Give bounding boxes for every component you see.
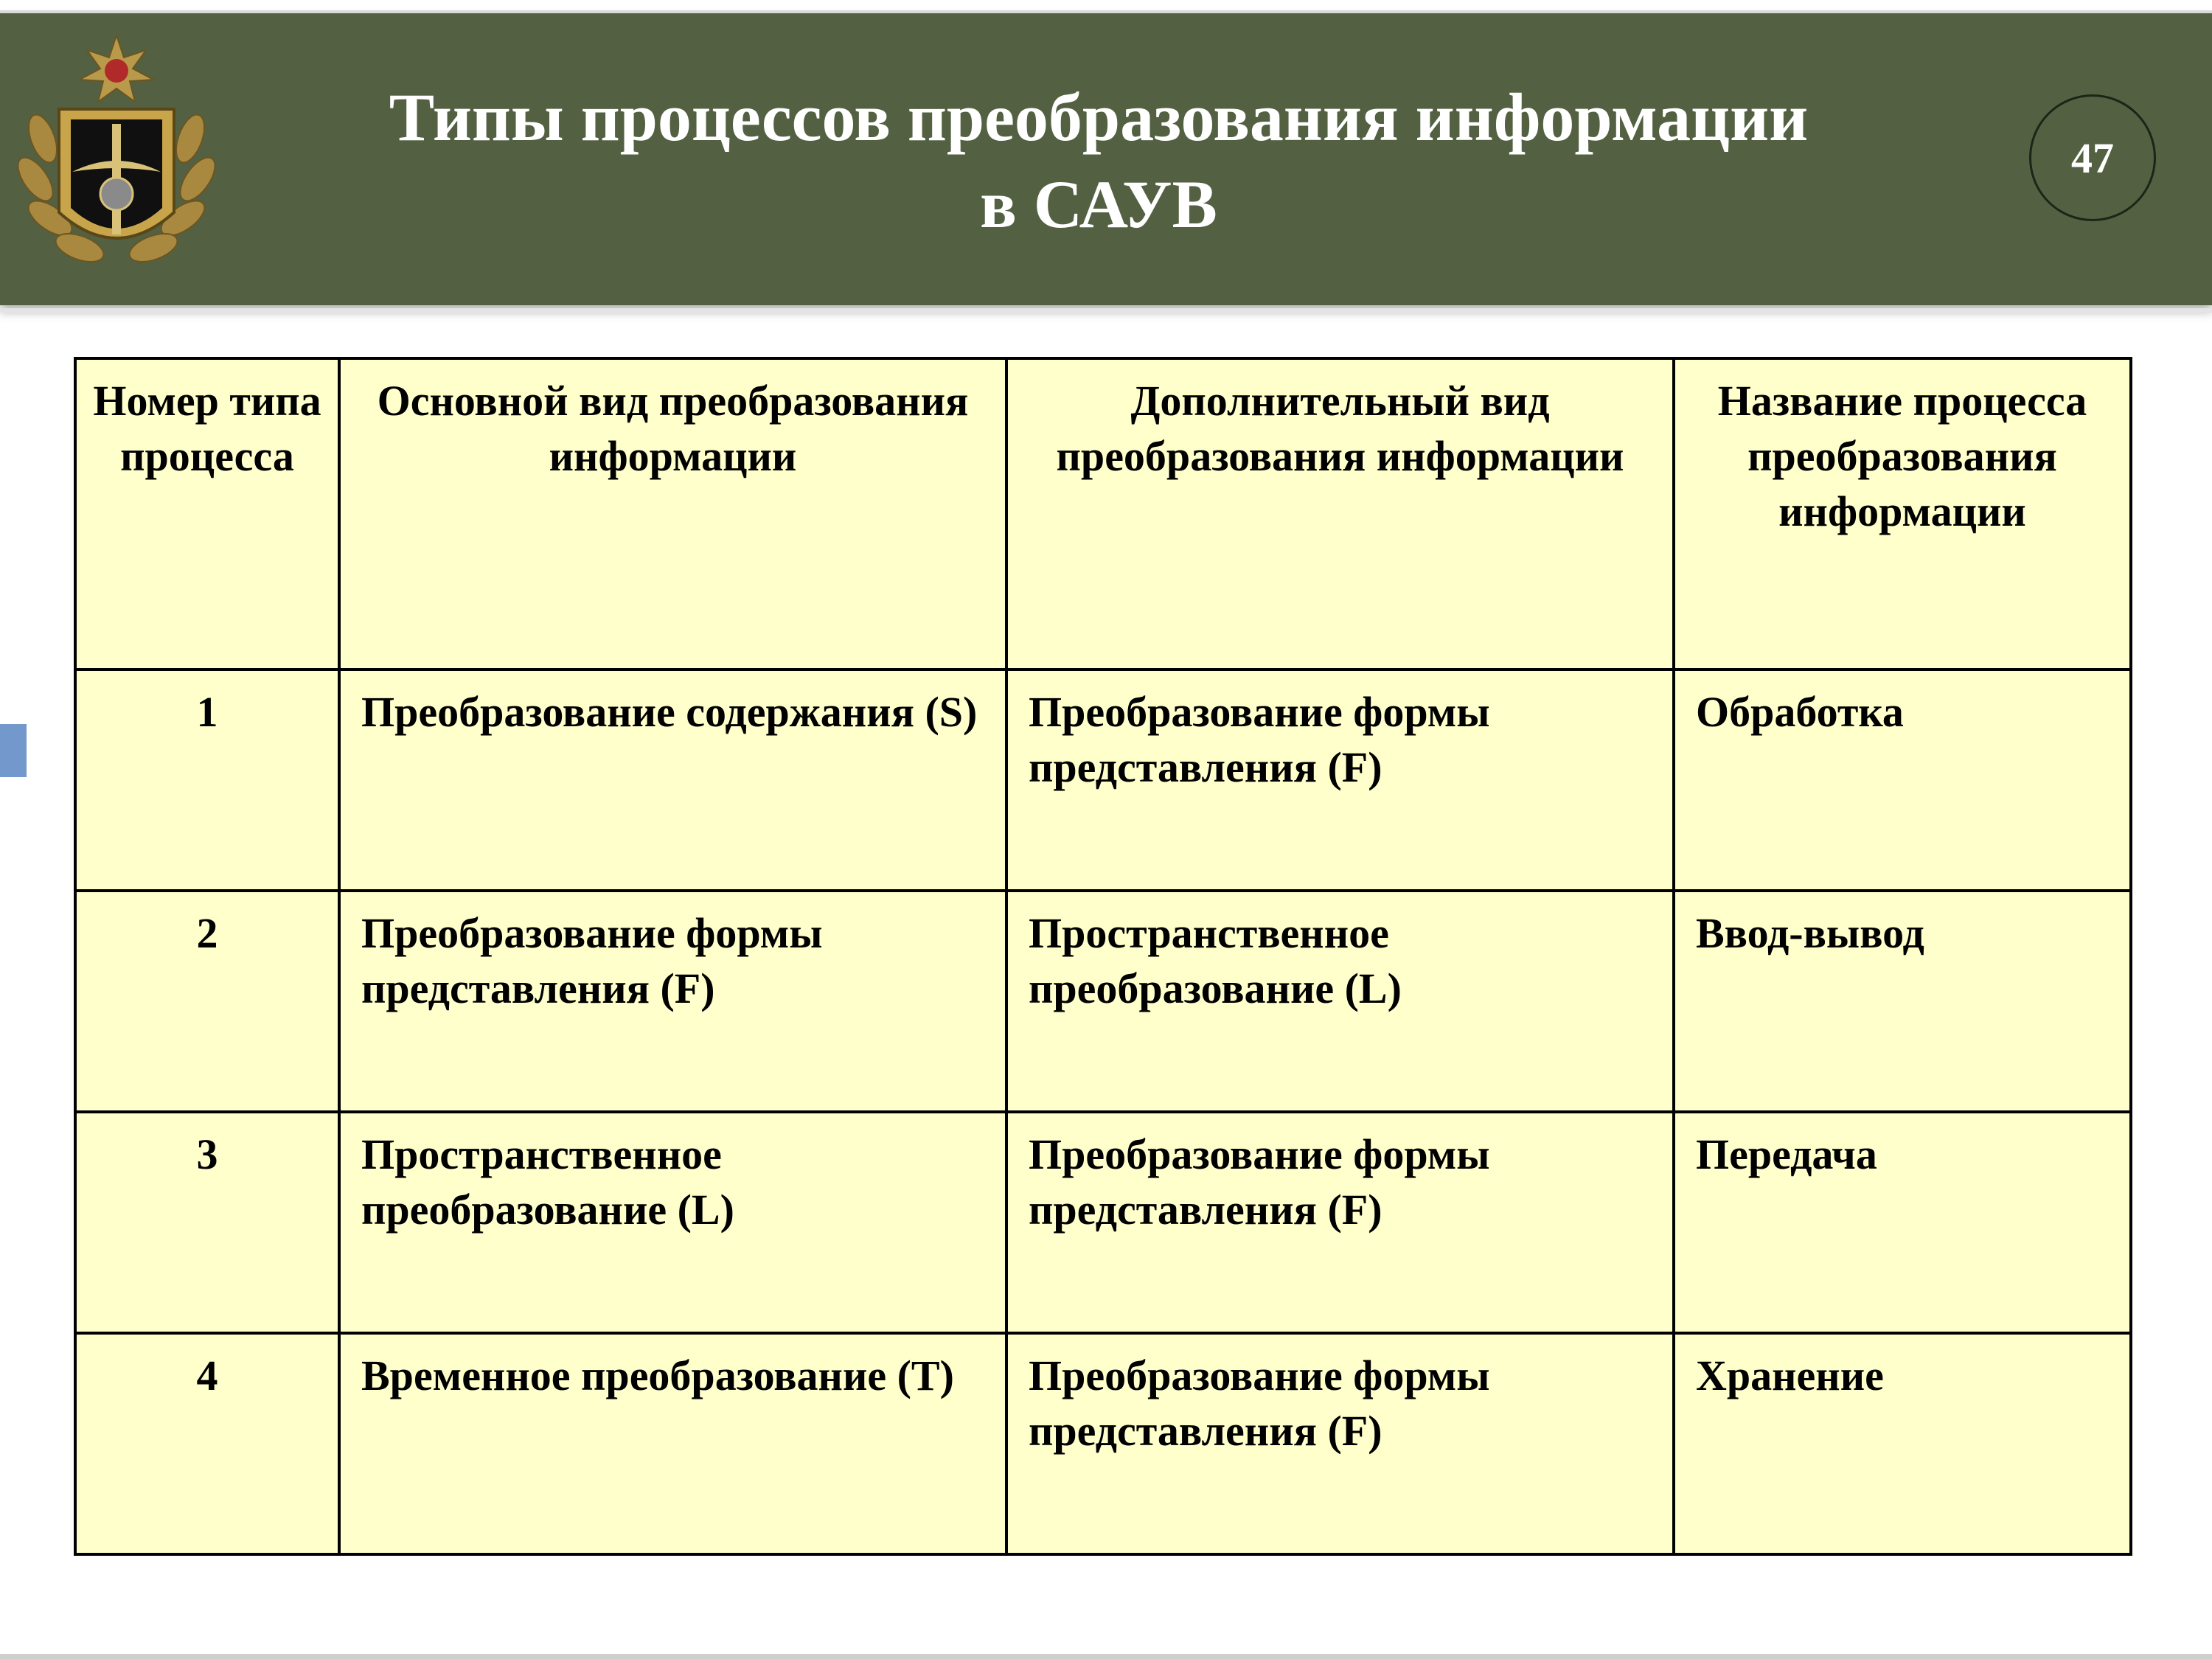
cell-main: Преобразование формы представления (F) bbox=[339, 891, 1006, 1112]
cell-main: Пространственное преобразование (L) bbox=[339, 1112, 1006, 1333]
page-number-badge: 47 bbox=[2029, 94, 2156, 221]
cell-name: Ввод-вывод bbox=[1674, 891, 2131, 1112]
header-divider bbox=[0, 308, 2212, 313]
table-header-row bbox=[75, 358, 2131, 669]
cell-additional: Пространственное преобразование (L) bbox=[1006, 891, 1674, 1112]
table-row bbox=[75, 669, 2131, 891]
header-additional-transformation: Дополнительный вид преобразования информации bbox=[1006, 358, 1674, 669]
table-row bbox=[75, 891, 2131, 1112]
cell-additional: Преобразование формы представления (F) bbox=[1006, 1112, 1674, 1333]
header-process-number: Номер типа процесса bbox=[75, 358, 339, 669]
cell-name: Хранение bbox=[1674, 1333, 2131, 1554]
slide-title-line1: Типы процессов преобразования информации bbox=[389, 80, 1809, 155]
cell-name: Обработка bbox=[1674, 669, 2131, 891]
bottom-border bbox=[0, 1654, 2212, 1659]
header-process-name: Название процесса преобразования информации bbox=[1674, 358, 2131, 669]
cell-main: Временное преобразование (T) bbox=[339, 1333, 1006, 1554]
cell-number: 2 bbox=[75, 891, 339, 1112]
process-types-table bbox=[74, 357, 2132, 1556]
cell-additional: Преобразование формы представления (F) bbox=[1006, 1333, 1674, 1554]
cell-number: 1 bbox=[75, 669, 339, 891]
military-emblem-icon bbox=[13, 28, 220, 279]
cell-number: 4 bbox=[75, 1333, 339, 1554]
table-row bbox=[75, 1112, 2131, 1333]
cell-number: 3 bbox=[75, 1112, 339, 1333]
slide-title-line2: в САУВ bbox=[980, 167, 1217, 242]
cell-name: Передача bbox=[1674, 1112, 2131, 1333]
cell-main: Преобразование содержания (S) bbox=[339, 669, 1006, 891]
header-main-transformation: Основной вид преобразования информации bbox=[339, 358, 1006, 669]
table-row bbox=[75, 1333, 2131, 1554]
slide-title bbox=[280, 74, 1917, 248]
side-tab-marker bbox=[0, 724, 27, 777]
cell-additional: Преобразование формы представления (F) bbox=[1006, 669, 1674, 891]
